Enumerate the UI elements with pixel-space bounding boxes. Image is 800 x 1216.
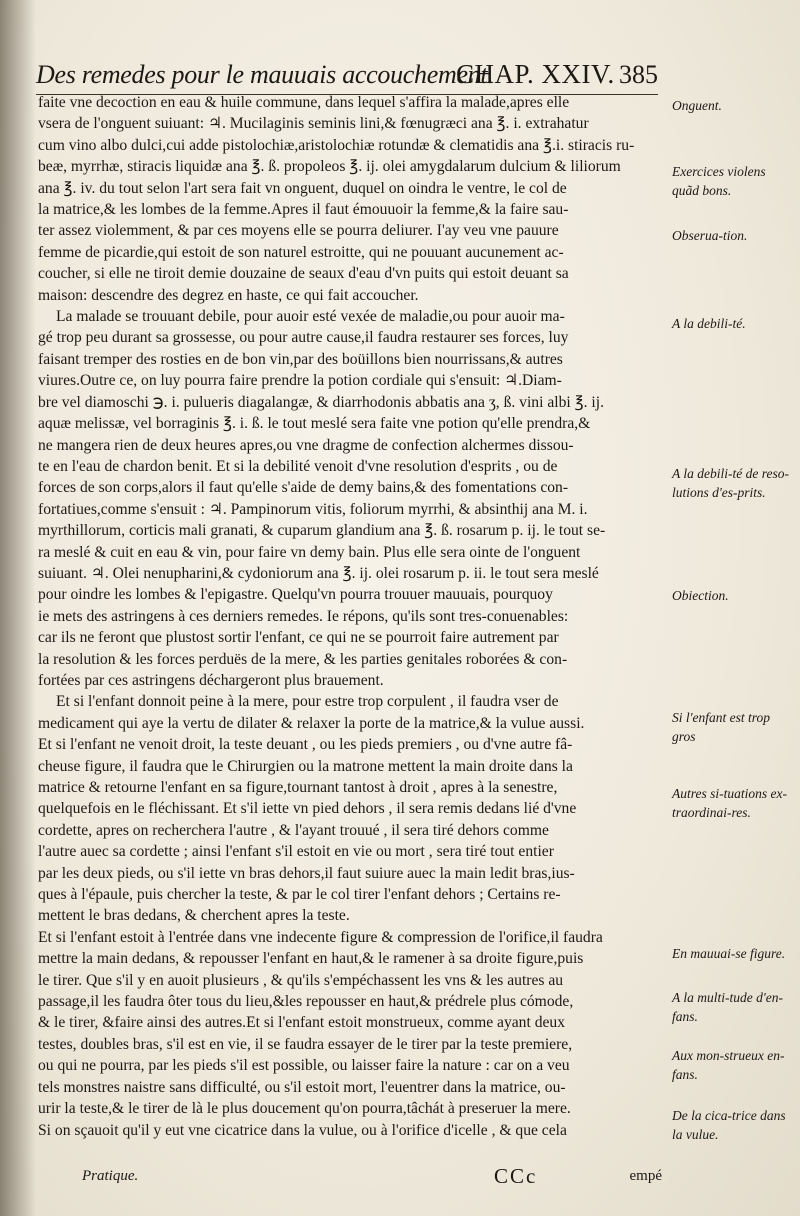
text-line: ne mangera rien de deux heures apres,ou vne dragme de confection alchermes dissou- [38,436,574,454]
text-line: testes, doubles bras, s'il est en vie, il se faudra essayer de le tirer par la teste premiere, [38,1035,573,1053]
text-line: ter assez violemment, & par ces moyens elle se pourra deliurer. I'ay veu vne pauure [38,222,559,240]
text-line: pour oindre les lombes & l'epigastre. Quelqu'vn pourra trouuer mauuais, pourquoy [38,586,553,604]
page-footer [82,1164,662,1192]
text-line: bre vel diamoschi ℈. i. pulueris diagalangæ, & diarrhodonis abbatis ana ʒ, ß. vini albi ℥. ij. [38,393,604,411]
margin-note: A la debili-té de reso-lutions d'es-prits. [672,466,789,500]
text-line: ie mets des astringens à ces derniers remedes. Ie répons, qu'ils sont tres-conuenables: [38,607,569,625]
margin-note: Exercices violens quãd bons. [672,164,766,198]
text-line: Et si l'enfant estoit à l'entrée dans vne indecente figure & compression de l'orifice,il faudra [38,928,603,946]
text-line: mettent le bras dedans, & cherchent apres la teste. [38,907,350,925]
text-line: cum vino albo dulci,cui adde pistolochiæ,aristolochiæ rotundæ & clematidis ana ℥.i. stiracis ru- [38,136,635,154]
text-line: la matrice,& les lombes de la femme.Apres il faut émouuoir la femme,& la faire sau- [38,201,569,219]
text-line: maison: descendre des degrez en haste, ce qui fait accoucher. [38,286,419,304]
text-line: la resolution & les forces perduës de la mere, & les parties genitales roborées & con- [38,650,568,668]
text-line: te en l'eau de chardon benit. Et si la debilité venoit d'vne resolution d'esprits , ou de [38,457,558,475]
chapter-label: CHAP. XXIV. [456,59,615,89]
binding-shadow [0,0,36,1216]
text-line: femme de picardie,qui estoit de son naturel estroitte, qui ne pouuant aucunement ac- [38,243,564,261]
margin-note: Obiection. [672,588,729,603]
text-line: fortées par ces astringens déchargeront plus brauement. [38,671,384,689]
page-header [36,54,658,95]
margin-note: Si l'enfant est trop gros [672,710,771,744]
text-line: quelquefois en le fléchissant. Et s'il iette vn pied dehors , il sera remis dedans lié d'vne [38,800,577,818]
margin-note: De la cica-trice dans la vulue. [672,1108,786,1142]
text-line: par les deux pieds, ou s'il iette vn bras dehors,il faut suiure auec la main ledit bras,ius- [38,864,575,882]
text-line: faite vne decoction en eau & huile commune, dans lequel s'affira la malade,apres elle [38,94,570,111]
text-line: ques à l'épaule, puis chercher la teste, & par le col tirer l'enfant dehors ; Certains re- [38,886,561,904]
footer-label: Pratique. [82,1168,139,1184]
text-line: fortatiues,comme s'ensuit : ♃. Pampinorum vitis, foliorum myrrhi, & absinthij ana M. i. [38,500,588,518]
text-line: myrthillorum, corticis mali granati, & cuparum glandium ana ℥. ß. rosarum p. ij. le tout se- [38,522,606,540]
margin-note: Obserua-tion. [672,228,748,243]
text-line: Et si l'enfant ne venoit droit, la teste deuant , ou les pieds premiers , ou d'vne autre fâ- [38,736,573,754]
text-line: medicament qui aye la vertu de dilater & relaxer la porte de la matrice,& la vulue aussi. [38,714,585,732]
text-line: ra meslé & cuit en eau & vin, pour faire vn demy bain. Plus elle sera ointe de l'onguent [38,543,581,561]
text-line: matrice & retourne l'enfant en sa figure,tournant tantost à droit , apres à la senestre, [38,779,558,796]
signature-mark: CCc [494,1164,538,1188]
text-line: viures.Outre ce, on luy pourra faire prendre la potion cordiale qui s'ensuit: ♃.Diam- [38,372,562,390]
margin-note: A la debili-té. [672,316,746,331]
text-line: coucher, si elle ne tiroit demie douzaine de seaux d'eau d'vn puits qui estoit deuant sa [38,265,569,283]
text-line: faisant tremper des rosties en de bon vin,par des boüillons bien nourrissans,& autres [38,350,563,368]
margin-note: En mauuai-se figure. [672,946,786,961]
text-line: ana ℥. iv. du tout selon l'art sera fait vn onguent, duquel on oindra le ventre, le col de [38,179,567,197]
text-line: urir la teste,& le tirer de là le plus doucement qu'on pourra,tâchát à preseruer la mere. [38,1100,571,1118]
running-head: Des remedes pour le mauuais accouchement. [36,60,494,89]
text-line: forces de son corps,alors il faut qu'elle s'aide de demy bains,& des fomentations con- [38,479,569,497]
text-line: le tirer. Que s'il y en auoit plusieurs , & qu'ils s'empéchassent les vns & les autres au [38,971,564,989]
text-line: beæ, myrrhæ, stiracis liquidæ ana ℥. ß. propoleos ℥. ij. olei amygdalarum dulcium & liliorum [38,158,621,176]
text-line: cordette, apres on recherchera l'autre , & l'ayant trouué , il sera tiré dehors comme [38,821,549,839]
margin-note: Onguent. [672,98,722,113]
text-line: Si on sçauoit qu'il y eut vne cicatrice dans la vulue, ou à l'orifice d'icelle , & que cela [38,1121,567,1139]
margin-note: A la multi-tude d'en-fans. [672,990,783,1024]
text-line: ou qui ne pourra, par les pieds s'il est possible, ou laisser faire la nature : car on a veu [38,1057,570,1075]
body-text [38,92,664,1141]
text-line: mettre la main dedans, & repousser l'enfant en haut,& le ramener à sa droite figure,puis [38,950,584,968]
text-line: & le tirer, &faire ainsi des autres.Et si l'enfant estoit monstrueux, comme ayant deux [38,1014,566,1032]
text-line: aquæ melissæ, vel borraginis ℥. i. ß. le tout meslé sera faite vne potion qu'elle prendra,& [38,415,591,433]
margin-note: Autres si-tuations ex-traordinai-res. [672,786,787,820]
text-line: suiuant. ♃. Olei nenupharini,& cydoniorum ana ℥. ij. olei rosarum p. ii. le tout sera meslé [38,564,599,582]
text-line: Et si l'enfant donnoit peine à la mere, pour estre trop corpulent , il faudra vser de [56,693,559,711]
text-line: cheuse figure, il faudra que le Chirurgien ou la matrone mettent la main droite dans la [38,757,573,775]
catchword: empé [629,1168,662,1184]
text-line: car ils ne feront que plustost sortir l'enfant, ce qui ne se pourroit faire autrement par [38,629,559,647]
text-line: La malade se trouuant debile, pour auoir esté vexée de maladie,ou pour auoir ma- [56,308,565,326]
text-line: gé trop peu durant sa grossesse, ou pour autre cause,il faudra restaurer ses forces, luy [38,329,569,347]
text-line: vsera de l'onguent suiuant: ♃. Mucilaginis seminis lini,& fœnugræci ana ℥. i. extrahatur [38,115,589,133]
text-line: passage,il les faudra ôter tous du lieu,&les repousser en haut,& prédrele plus cómode, [38,993,574,1011]
text-line: l'autre auec sa cordette ; ainsi l'enfant s'il estoit en vie ou mort , sera tiré tout entier [38,843,554,861]
page-number: 385 [619,60,658,89]
margin-note: Aux mon-strueux en-fans. [672,1048,785,1082]
text-line: tels monstres naistre sans difficulté, ou s'il estoit mort, l'euentrer dans la matrice, ou- [38,1078,566,1096]
